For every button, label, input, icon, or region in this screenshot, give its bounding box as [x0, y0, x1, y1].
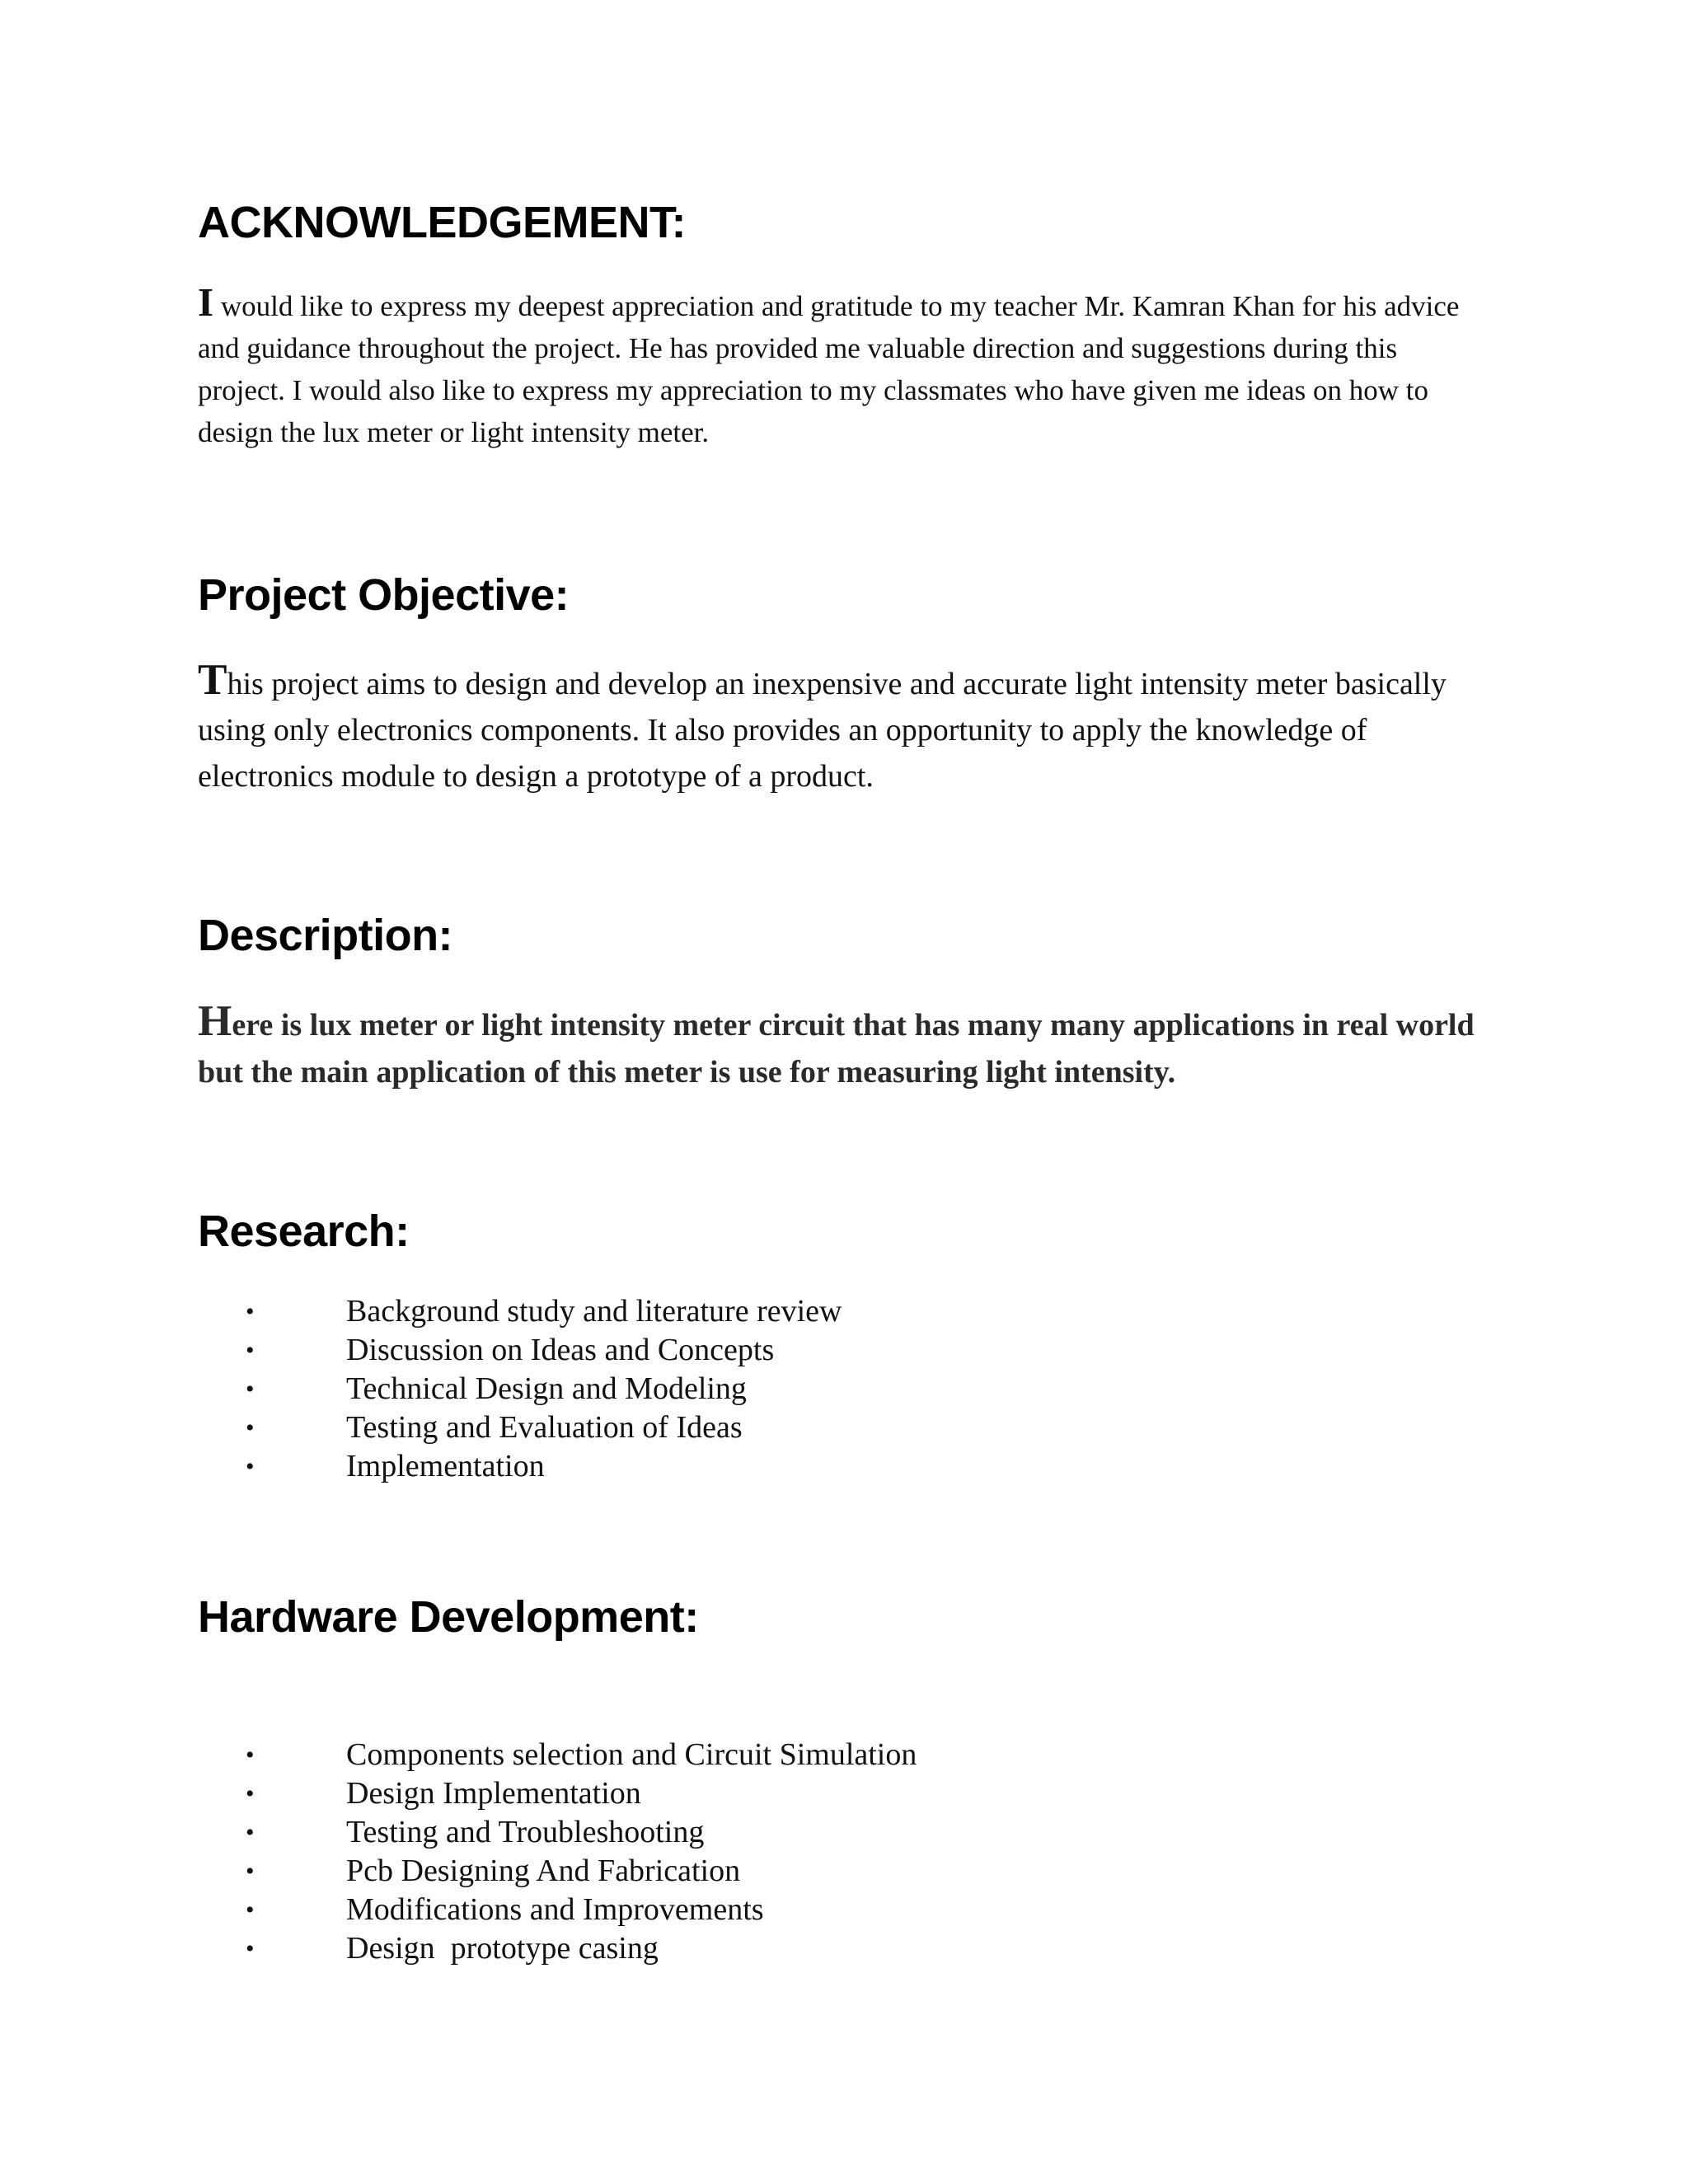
- hardware-list-item: [198, 1891, 917, 1929]
- hardware-list-item: [198, 1929, 917, 1968]
- description-text: ere is lux meter or light intensity meter circuit that has many many applications in real world but the main application of this meter is use for measuring light intensity.: [198, 1008, 1475, 1090]
- objective-paragraph: [198, 655, 1484, 799]
- research-item-text: Background study and literature review: [346, 1294, 842, 1329]
- bullet-icon: •: [246, 1337, 255, 1364]
- hardware-item-text: Pcb Designing And Fabrication: [346, 1854, 741, 1888]
- bullet-icon: •: [246, 1935, 255, 1962]
- research-list-item: [198, 1370, 842, 1408]
- description-paragraph: [198, 996, 1484, 1096]
- research-heading: Research:: [198, 1207, 410, 1256]
- hardware-item-text: Modifications and Improvements: [346, 1892, 764, 1927]
- hardware-list-item: [198, 1774, 917, 1813]
- bullet-icon: •: [246, 1376, 255, 1403]
- research-list-item: [198, 1408, 842, 1447]
- hardware-heading: Hardware Development:: [198, 1592, 699, 1642]
- bullet-icon: •: [246, 1780, 255, 1807]
- research-item-text: Discussion on Ideas and Concepts: [346, 1333, 775, 1367]
- hardware-item-text: Design prototype casing: [346, 1931, 659, 1966]
- research-list-item: [198, 1447, 842, 1486]
- bullet-icon: •: [246, 1298, 255, 1325]
- hardware-list: [198, 1736, 917, 1968]
- bullet-icon: •: [246, 1414, 255, 1441]
- objective-dropcap: T: [198, 655, 227, 704]
- research-list: [198, 1292, 842, 1486]
- hardware-list-item: [198, 1813, 917, 1852]
- hardware-list-item: [198, 1852, 917, 1891]
- bullet-icon: •: [246, 1896, 255, 1924]
- objective-text: his project aims to design and develop an inexpensive and accurate light intensity meter basically using only electronics components. It also provides an opportunity to apply the knowledge of electronics module to design a prototype of a product.: [198, 667, 1447, 794]
- bullet-icon: •: [246, 1819, 255, 1846]
- acknowledgement-dropcap: I: [198, 279, 214, 325]
- hardware-item-text: Testing and Troubleshooting: [346, 1815, 705, 1849]
- acknowledgement-text: would like to express my deepest appreciation and gratitude to my teacher Mr. Kamran Khan for his advice and guidance throughout the project. He has provided me valuable direction and suggestions during this project. I would also like to express my appreciation to my classmates who have given me ideas on how to design the lux meter or light intensity meter.: [198, 290, 1460, 448]
- research-list-item: [198, 1292, 842, 1331]
- hardware-item-text: Components selection and Circuit Simulation: [346, 1737, 917, 1772]
- hardware-list-item: [198, 1736, 917, 1774]
- objective-heading: Project Objective:: [198, 570, 570, 620]
- research-list-item: [198, 1331, 842, 1370]
- bullet-icon: •: [246, 1453, 255, 1480]
- acknowledgement-paragraph: [198, 279, 1484, 453]
- description-dropcap: H: [198, 996, 232, 1045]
- research-item-text: Testing and Evaluation of Ideas: [346, 1410, 743, 1445]
- bullet-icon: •: [246, 1858, 255, 1885]
- research-item-text: Implementation: [346, 1449, 545, 1483]
- description-heading: Description:: [198, 911, 453, 960]
- research-item-text: Technical Design and Modeling: [346, 1371, 747, 1406]
- hardware-item-text: Design Implementation: [346, 1776, 641, 1811]
- acknowledgement-heading: ACKNOWLEDGEMENT:: [198, 198, 686, 247]
- bullet-icon: •: [246, 1741, 255, 1769]
